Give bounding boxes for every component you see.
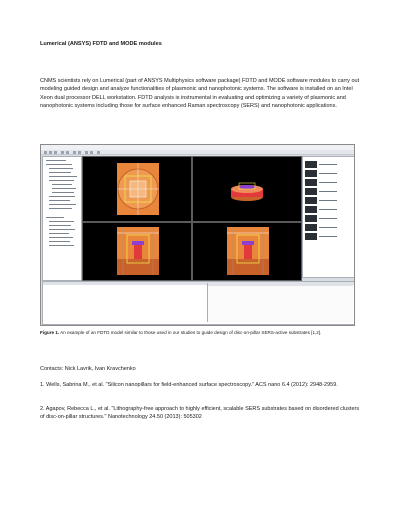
disc bbox=[242, 241, 254, 245]
object-thumbnail bbox=[305, 215, 317, 222]
object-label bbox=[319, 200, 337, 201]
object-thumbnail bbox=[305, 233, 317, 240]
xz-view-drawing bbox=[83, 223, 191, 280]
reference-1: 1. Wells, Sabrina M., et al. "Silicon nanopillars for field-enhanced surface spectroscopy." ACS nano 6.4 (2012): 2948-2959. bbox=[40, 382, 338, 388]
toolbar-button-icon bbox=[54, 151, 57, 154]
object-label bbox=[319, 164, 337, 165]
object-label bbox=[319, 218, 337, 219]
tree-row bbox=[49, 229, 75, 230]
object-label bbox=[319, 173, 337, 174]
perspective-view-drawing bbox=[193, 157, 301, 221]
tree-row bbox=[52, 188, 76, 189]
tree-row bbox=[49, 241, 70, 242]
object-thumbnail bbox=[305, 197, 317, 204]
tree-row bbox=[49, 200, 70, 201]
fdtd-screenshot-figure bbox=[40, 144, 355, 326]
figure-caption bbox=[40, 330, 360, 337]
xz-view bbox=[82, 222, 192, 281]
substrate bbox=[117, 259, 159, 275]
tree-row bbox=[49, 225, 71, 226]
tree-row bbox=[49, 237, 73, 238]
substrate bbox=[227, 259, 269, 275]
tree-row bbox=[49, 196, 75, 197]
object-label bbox=[319, 236, 337, 237]
perspective-view bbox=[192, 156, 302, 222]
tree-row bbox=[52, 192, 74, 193]
toolbar-button-icon bbox=[85, 151, 88, 154]
tree-row bbox=[49, 204, 76, 205]
tree-row bbox=[49, 245, 74, 246]
xy-view bbox=[82, 156, 192, 222]
tree-row bbox=[46, 164, 72, 165]
toolbar-button-icon bbox=[97, 151, 100, 154]
toolbar-button-icon bbox=[90, 151, 93, 154]
pillar bbox=[244, 245, 252, 259]
toolbar-button-icon bbox=[44, 151, 47, 154]
yz-view bbox=[192, 222, 302, 281]
toolbar-button-icon bbox=[73, 151, 76, 154]
tree-row bbox=[46, 160, 66, 161]
script-prompt-panel bbox=[207, 283, 353, 322]
script-panel-titlebar bbox=[208, 283, 353, 286]
caption-text: An example of an FDTD model similar to those used in our studies to guide design of disc-on-pillar SERS-active substrates [1,2]. bbox=[59, 330, 322, 335]
object-thumbnail bbox=[305, 170, 317, 177]
pillar bbox=[134, 245, 142, 259]
object-thumbnail bbox=[305, 206, 317, 213]
objects-tree-panel bbox=[42, 156, 82, 281]
toolbar-button-icon bbox=[66, 151, 69, 154]
tree-row bbox=[49, 208, 72, 209]
xy-view-drawing bbox=[83, 157, 191, 221]
toolbar-button-icon bbox=[49, 151, 52, 154]
yz-view-drawing bbox=[193, 223, 301, 280]
tree-row bbox=[49, 176, 77, 177]
tree-row bbox=[49, 180, 74, 181]
toolbar-button-icon bbox=[78, 151, 81, 154]
contacts-line: Contacts: Nick Lavrik, Ivan Kravchenko bbox=[40, 366, 136, 372]
tree-row bbox=[49, 221, 74, 222]
object-thumbnail bbox=[305, 161, 317, 168]
object-thumbnail bbox=[305, 179, 317, 186]
object-label bbox=[319, 227, 337, 228]
tree-row bbox=[49, 172, 71, 173]
object-label bbox=[319, 182, 337, 183]
object-thumbnail bbox=[305, 224, 317, 231]
tree-row bbox=[46, 217, 64, 218]
disc bbox=[239, 185, 255, 189]
document-title: Lumerical (ANSYS) FDTD and MODE modules bbox=[40, 41, 162, 47]
tree-row bbox=[52, 184, 72, 185]
object-library-panel bbox=[302, 156, 355, 278]
reference-2: 2. Agapov, Rebecca L., et al. "Lithography-free approach to highly efficient, scalable SERS substrates based on disordered clusters of disc-on-pillar structures." Nanotechnology 24.50 (2013): 505302 bbox=[40, 406, 360, 421]
object-label bbox=[319, 191, 337, 192]
tree-row bbox=[49, 168, 73, 169]
disc bbox=[132, 241, 144, 245]
object-label bbox=[319, 209, 337, 210]
intro-paragraph: CNMS scientists rely on Lumerical (part of ANSYS Multiphysics software package) FDTD and MODE software modules to carry out modeling guided design and analyze functionalities of plasmonic and nanophotonic systems. The software is installed on an Intel Xeon dual processor DELL workstation. FDTD analysis is instrumental in evaluating and optimizing a variety of plasmonic and nanophotonic systems including those for surface enhanced Raman spectroscopy (SERS) and nanophotonic applications. bbox=[40, 78, 360, 110]
toolbar-button-icon bbox=[61, 151, 64, 154]
app-toolbar bbox=[41, 150, 354, 155]
object-thumbnail bbox=[305, 188, 317, 195]
caption-label: Figure 1. bbox=[40, 330, 60, 335]
tree-row bbox=[49, 233, 69, 234]
